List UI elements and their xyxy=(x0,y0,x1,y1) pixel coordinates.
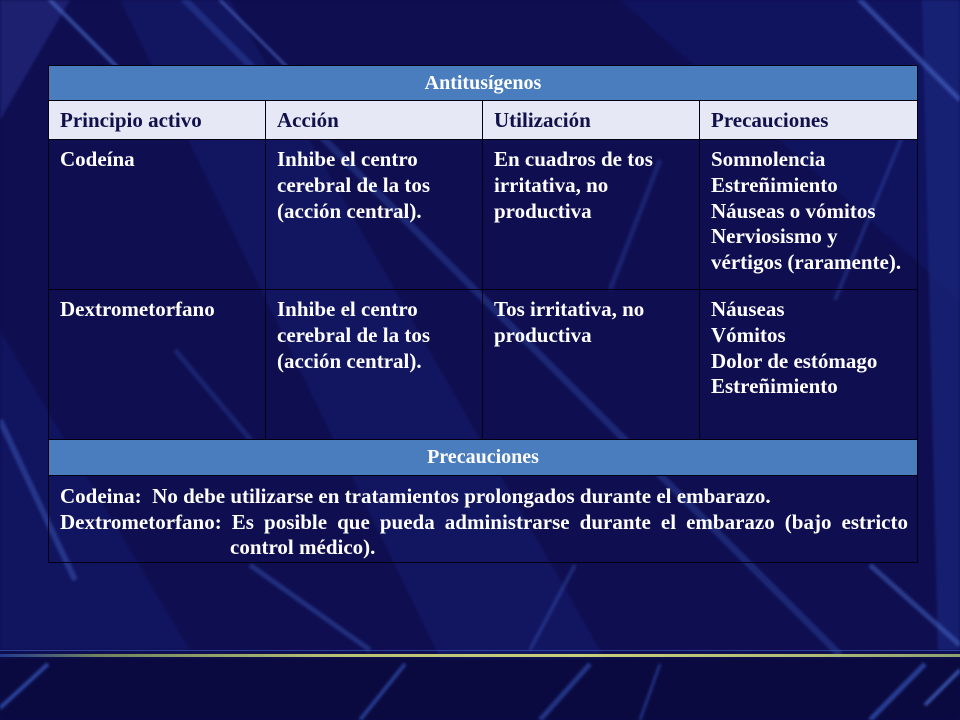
bottom-glow-line xyxy=(0,650,960,651)
bottom-accent-line xyxy=(0,654,960,657)
cell-precauciones: Somnolencia Estreñimiento Náuseas o vómitos Nerviosismo y vértigos (raramente). xyxy=(700,140,917,290)
table-title: Antitusígenos xyxy=(49,66,917,101)
precaution-note-codeina: Codeina: No debe utilizarse en tratamientos prolongados durante el embarazo. xyxy=(60,484,771,508)
bottom-band xyxy=(0,658,960,720)
column-header-principio-activo: Principio activo xyxy=(49,101,266,140)
cell-utilizacion: Tos irritativa, no productiva xyxy=(483,290,700,440)
precaution-note-dextrometorfano: Dextrometorfano: Es posible que pueda administrarse durante el embarazo (bajo estricto control médico). xyxy=(60,509,908,559)
antitussives-table xyxy=(48,65,918,563)
cell-accion: Inhibe el centro cerebral de la tos (acción central). xyxy=(266,140,483,290)
precautions-section-title: Precauciones xyxy=(49,440,917,476)
column-header-precauciones: Precauciones xyxy=(700,101,917,140)
cell-principio-activo: Dextrometorfano xyxy=(49,290,266,440)
column-header-utilizacion: Utilización xyxy=(483,101,700,140)
cell-accion: Inhibe el centro cerebral de la tos (acción central). xyxy=(266,290,483,440)
cell-principio-activo: Codeína xyxy=(49,140,266,290)
precautions-notes xyxy=(49,476,917,562)
cell-precauciones: Náuseas Vómitos Dolor de estómago Estreñimiento xyxy=(700,290,917,440)
column-header-accion: Acción xyxy=(266,101,483,140)
cell-utilizacion: En cuadros de tos irritativa, no productiva xyxy=(483,140,700,290)
